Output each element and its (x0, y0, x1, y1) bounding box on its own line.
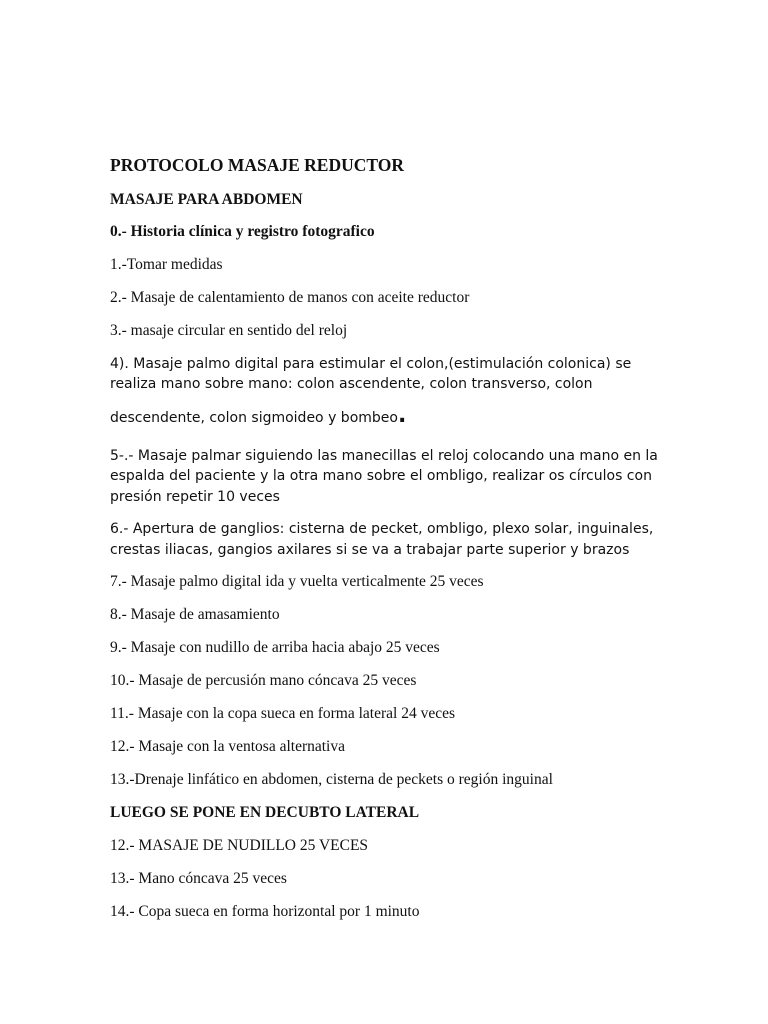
step-6-line-2: crestas iliacas, gangios axilares si se va a trabajar parte superior y brazos (110, 542, 630, 558)
step-0: 0.- Historia clínica y registro fotografico (110, 223, 375, 240)
step-4-line-3-text: descendente, colon sigmoideo y bombeo (110, 410, 398, 426)
step-12: 12.- Masaje con la ventosa alternativa (110, 738, 345, 755)
step-5-line-2: espalda del paciente y la otra mano sobre el ombligo, realizar os círculos con (110, 468, 652, 484)
lateral-step-14: 14.- Copa sueca en forma horizontal por 1 minuto (110, 903, 420, 920)
step-8: 8.- Masaje de amasamiento (110, 606, 280, 623)
lateral-step-12: 12.- MASAJE DE NUDILLO 25 VECES (110, 837, 369, 854)
step-3: 3.- masaje circular en sentido del reloj (110, 322, 348, 339)
step-5-line-1: 5-.- Masaje palmar siguiendo las manecillas el reloj colocando una mano en la (110, 448, 658, 464)
step-4-line-1: 4). Masaje palmo digital para estimular el colon,(estimulación colonica) se (110, 356, 632, 372)
step-9: 9.- Masaje con nudillo de arriba hacia abajo 25 veces (110, 639, 440, 656)
section-heading-abdomen: MASAJE PARA ABDOMEN (110, 191, 303, 208)
step-11: 11.- Masaje con la copa sueca en forma lateral 24 veces (110, 705, 455, 722)
step-13: 13.-Drenaje linfático en abdomen, cisterna de peckets o región inguinal (110, 771, 553, 788)
step-2: 2.- Masaje de calentamiento de manos con aceite reductor (110, 289, 470, 306)
bullet-dot: . (397, 403, 407, 428)
section-heading-lateral: LUEGO SE PONE EN DECUBTO LATERAL (110, 804, 420, 821)
step-7: 7.- Masaje palmo digital ida y vuelta verticalmente 25 veces (110, 573, 484, 590)
lateral-step-13: 13.- Mano cóncava 25 veces (110, 870, 287, 887)
step-6-line-1: 6.- Apertura de ganglios: cisterna de pecket, ombligo, plexo solar, inguinales, (110, 521, 654, 537)
step-4-line-2: realiza mano sobre mano: colon ascendente, colon transverso, colon (110, 376, 593, 392)
document-title: PROTOCOLO MASAJE REDUCTOR (110, 155, 404, 175)
step-4-line-3 (110, 403, 407, 429)
step-10: 10.- Masaje de percusión mano cóncava 25 veces (110, 672, 417, 689)
step-5-line-3: presión repetir 10 veces (110, 489, 280, 505)
step-1: 1.-Tomar medidas (110, 256, 223, 273)
